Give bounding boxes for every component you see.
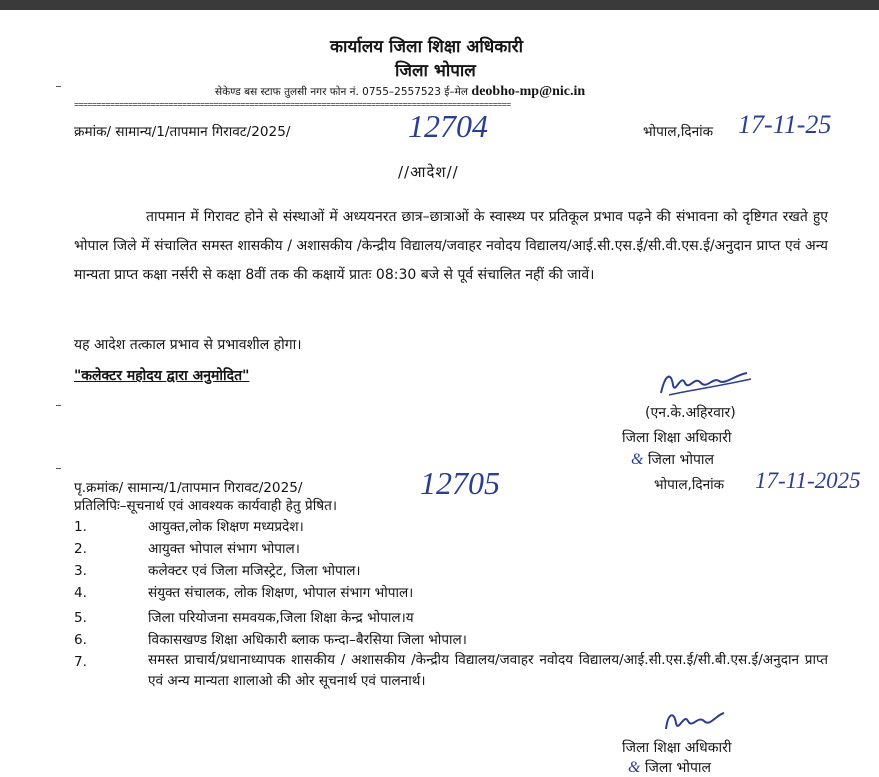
officer-signature-1: [655, 365, 755, 405]
signature2-designation: जिला शिक्षा अधिकारी: [622, 740, 732, 756]
address-text: सेकेण्ड बस स्टाफ तुलसी नगर फोन नं. 0755–2557523 ई–मेल: [215, 86, 469, 98]
list-item: समस्त प्राचार्य/प्रधानाध्यापक शासकीय / अशासकीय /केन्द्रीय विद्यालय/जवाहर नवोदय विद्यालय/आई.सी.एस.ई/सी.बी.एस.ई/अनुदान प्राप्त एवं अन्य मान्यता शालाओ की ओर सूचनार्थ एवं पालनार्थ।: [148, 652, 828, 689]
list-item: आयुक्त भोपाल संभाग भोपाल।: [148, 541, 300, 557]
list-item-number: 6.: [74, 632, 87, 648]
list-item-number: 2.: [74, 541, 87, 557]
list-item-number: 5.: [74, 610, 87, 626]
officer-district: [631, 450, 714, 469]
list-item: कलेक्टर एवं जिला मजिस्ट्रेट, जिला भोपाल।: [148, 563, 361, 579]
officer-designation: जिला शिक्षा अधिकारी: [622, 430, 732, 446]
top-bar: [0, 0, 879, 10]
list-item-number: 7.: [74, 654, 87, 670]
order-effect: यह आदेश तत्काल प्रभाव से प्रभावशील होगा।: [74, 337, 302, 353]
list-item-number: 4.: [74, 585, 87, 601]
approval-note: "कलेक्टर महोदय द्वारा अनुमोदित": [74, 368, 250, 384]
list-item-number: 1.: [74, 519, 87, 535]
order-title: //आदेश//: [398, 163, 459, 181]
address-line: [215, 84, 585, 100]
district-text: जिला भोपाल: [647, 452, 715, 468]
order-reference: [74, 121, 290, 140]
district-text: जिला भोपाल: [644, 760, 712, 776]
order-paragraph: [74, 203, 828, 290]
margin-tick: [56, 86, 61, 87]
list-item: संयुक्त संचालक, लोक शिक्षण, भोपाल संभाग भोपाल।: [148, 585, 414, 601]
order-place-date-label: भोपाल,दिनांक: [643, 124, 714, 140]
officer-name: (एन.के.अहिरवार): [645, 405, 736, 421]
officer-signature-2: [660, 705, 730, 741]
district-title: जिला भोपाल: [395, 61, 476, 81]
list-item-number: 3.: [74, 563, 87, 579]
margin-tick: [56, 468, 61, 469]
order-date: 17-11-25: [738, 110, 832, 139]
endorsement-ref-prefix: पृ.क्रमांक/ सामान्य/1/तापमान गिरावट/2025/: [74, 480, 303, 496]
order-ref-number: 12704: [408, 108, 488, 144]
separator-line: =================================================================================================: [74, 101, 511, 109]
signature2-district: [628, 758, 711, 777]
list-item: आयुक्त,लोक शिक्षण मध्यप्रदेश।: [148, 519, 304, 535]
email: deobho-mp@nic.in: [471, 84, 586, 99]
office-title: कार्यालय जिला शिक्षा अधिकारी: [330, 37, 524, 57]
copy-label: प्रतिलिपिः–सूचनार्थ एवं आवश्यक कार्यवाही हेतु प्रेषित।: [74, 498, 337, 514]
district-prefix: &: [631, 451, 644, 468]
endorsement-ref-number: 12705: [420, 465, 500, 501]
order-paragraph-text: तापमान में गिरावट होने से संस्थाओं में अध्ययनरत छात्र–छात्राओं के स्वास्थ्य पर प्रतिकूल प्रभाव पढ़ने की संभावना को दृष्टिगत रखते हुए भोपाल जिले में संचालित समस्त शासकीय / अशासकीय /केन्द्रीय विद्यालय/जवाहर नवोदय विद्यालय/आई.सी.एस.ई/सी.वी.एस.ई/अनुदान प्राप्त एवं अन्य मान्यता प्राप्त कक्षा नर्सरी से कक्षा 8वीं तक की कक्षायें प्रातः 08:30 बजे से पूर्व संचालित नहीं की जावें।: [74, 209, 828, 283]
list-item: विकासखण्ड शिक्षा अधिकारी ब्लाक फन्दा–बैरसिया जिला भोपाल।: [148, 632, 467, 648]
list-item: जिला परियोजना समवयक,जिला शिक्षा केन्द्र भोपाल।य: [148, 610, 414, 626]
endorsement-date: 17-11-2025: [755, 468, 861, 493]
order-ref-prefix: क्रमांक/ सामान्य/1/तापमान गिरावट/2025/: [74, 124, 291, 140]
margin-tick: [56, 405, 61, 406]
district-prefix: &: [628, 759, 641, 776]
endorsement-place-date-label: भोपाल,दिनांक: [654, 477, 725, 493]
